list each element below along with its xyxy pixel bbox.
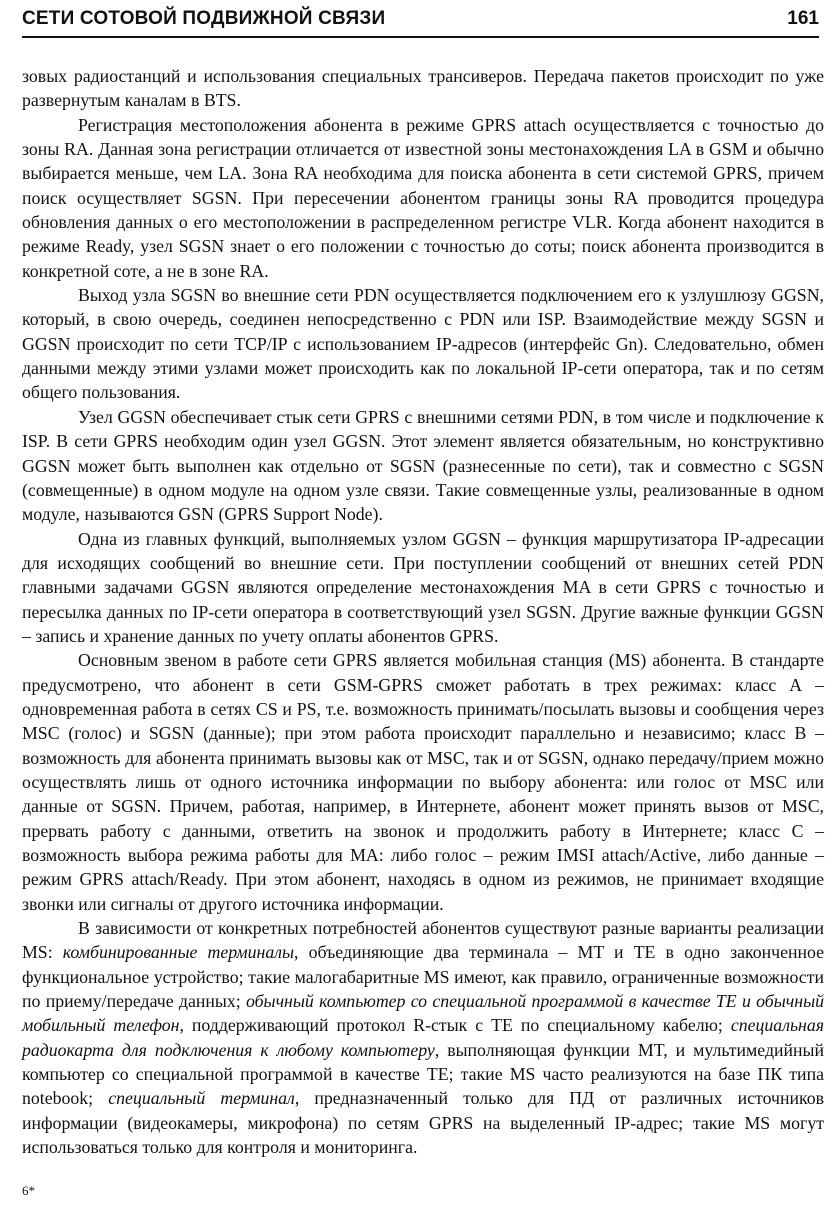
text-run: В зависимости от конкретных потребностей абонентов существуют разные варианты реализации MS: [22,918,824,963]
running-header [22,6,819,38]
italic-term: обычный компьютер со специальной программой в качестве TE и обычный мобильный телефон [22,991,825,1036]
paragraph [22,527,824,649]
paragraph [22,916,824,1159]
chapter-title: СЕТИ СОТОВОЙ ПОДВИЖНОЙ СВЯЗИ [22,8,386,29]
text-run: Одна из главных функций, выполняемых узлом GGSN – функция маршрутизатора IP-адресации для исходящих сообщений во внешние сети. При поступлении сообщений от внешних сетей PDN главными задачами GGSN являются определение местонахождения MA в сети GPRS с точностью и пересылка данных по IP-сети оператора в соответствующий узел SGSN. Другие важные функции GGSN – запись и хранение данных по учету оплаты абонентов GPRS. [22,528,824,646]
page-number: 161 [787,8,819,29]
paragraph [22,113,824,283]
text-run: , предназначенный только для ПД от различных источников информации (видеокамеры, микрофона) по сетям GPRS на выделенный IP-адрес; такие MS могут использоваться только для контроля и мониторинга. [22,1088,824,1158]
text-run: Основным звеном в работе сети GPRS является мобильная станция (MS) абонента. В стандарте предусмотрено, что абонент в сети GSM-GPRS сможет работать в трех режимах: класс А – одновременная работа в сетях CS и PS, т.е. возможность принимать/посылать вызовы и сообщения через MSC (голос) и SGSN (данные); при этом работа происходит параллельно и независимо; класс В – возможность для абонента принимать вызовы как от MSC, так и от SGSN, однако передачу/прием можно осуществлять лишь от одного источника информации по выбору абонента: или голос от MSC или данные от SGSN. Причем, работая, например, в Интернете, абонент может принять вызов от MSC, прервать работу с данными, ответить на звонок и продолжить работу в Интернете; класс С – возможность выбора режима работы для MA: либо голос – режим IMSI attach/Active, либо данные – режим GPRS attach/Ready. При этом абонент, находясь в одном из режимов, не принимает входящие звонки или сигналы от другого источника информации. [22,650,824,914]
paragraph [22,283,824,405]
italic-term: комбинированные терминалы [62,942,295,963]
text-run: зовых радиостанций и использования специальных трансиверов. Передача пакетов происходит по уже развернутым каналам в BTS. [22,66,824,111]
text-run: Выход узла SGSN во внешние сети PDN осуществляется подключением его к узлушлюзу GGSN, который, в свою очередь, соединен непосредственно с PDN или ISP. Взаимодействие между SGSN и GGSN происходит по сети TCP/IP с использованием IP-адресов (интерфейс Gn). Следовательно, обмен данными между этими узлами может происходить как по локальной IP-сети оператора, так и по сетям общего пользования. [22,285,824,403]
body-text [22,64,824,1159]
paragraph [22,405,824,527]
paragraph [22,648,824,916]
italic-term: специальная радиокарта для подключения к любому компьютеру [22,1015,825,1060]
italic-term: специальный терминал [108,1088,295,1109]
text-run: , объединяющие два терминала – MT и TE в одно законченное функциональное устройство; такие малогабаритные MS имеют, как правило, ограниченные возможности по приему/передаче данных; [22,942,824,1012]
text-run: , поддерживающий протокол R-стык с TE по специальному кабелю; [179,1015,731,1036]
paragraph [22,64,824,113]
text-run: Узел GGSN обеспечивает стык сети GPRS с внешними сетями PDN, в том числе и подключение к ISP. В сети GPRS необходим один узел GGSN. Этот элемент является обязательным, но конструктивно GGSN может быть выполнен как отдельно от SGSN (разнесенные по сети), так и совместно с SGSN (совмещенные) в одном модуле на одном узле связи. Такие совмещенные узлы, реализованные в одном модуле, называются GSN (GPRS Support Node). [22,406,824,525]
text-run: Регистрация местоположения абонента в режиме GPRS attach осуществляется с точностью до зоны RA. Данная зона регистрации отличается от известной зоны местонахождения LA в GSM и обычно выбирается меньше, чем LA. Зона RA необходима для поиска абонента в сети системой GPRS, причем поиск осуществляет SGSN. При пересечении абонентом границы зоны RA проводится процедура обновления данных о его местоположении в распределенном регистре VLR. Когда абонент находится в режиме Ready, узел SGSN знает о его положении с точностью до соты; поиск абонента производится в конкретной соте, а не в зоне RA. [22,114,824,281]
text-run: , выполняющая функции MT, и мультимедийный компьютер со специальной программой в качестве TE; такие MS часто реализуются на базе ПК типа notebook; [22,1039,824,1109]
signature-mark: 6* [22,1183,35,1198]
